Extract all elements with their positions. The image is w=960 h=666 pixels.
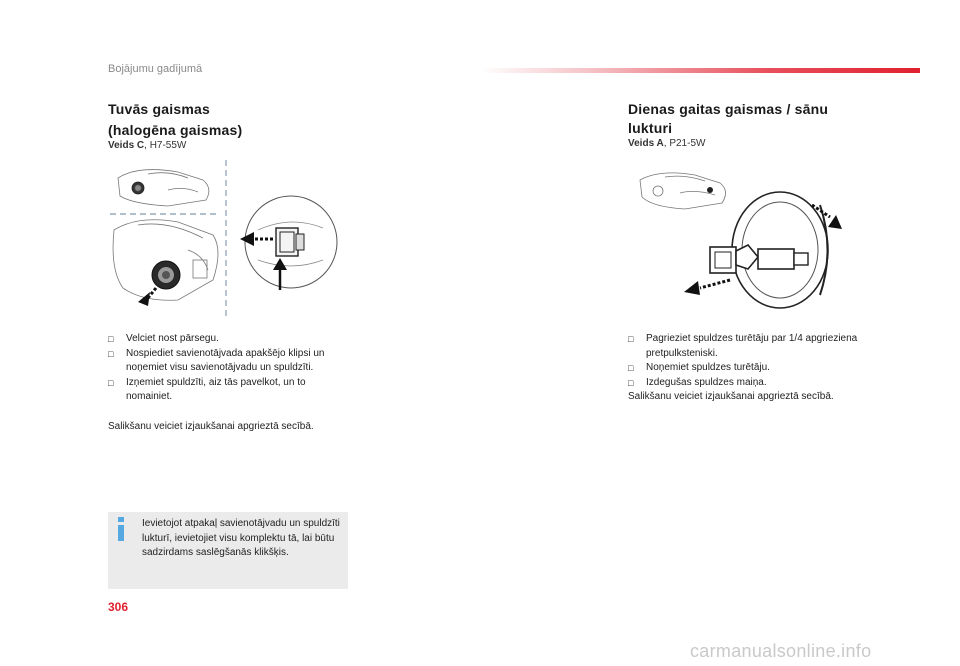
- section-header: Bojājumu gadījumā: [108, 63, 203, 75]
- info-text: Ievietojot atpakaļ savienotājvadu un spuldzīti lukturī, ievietojiet visu komplektu tā, lai būtu sadzirdams saslēgšanās klikšķis.: [142, 518, 340, 558]
- right-type-label: Veids A: [628, 138, 664, 149]
- list-item: □ Velciet nost pārsegu.: [108, 332, 353, 347]
- list-item: □ Noņemiet spuldzes turētāju.: [628, 361, 873, 376]
- right-steps-list: [628, 332, 873, 390]
- checkbox-bullet-icon: □: [108, 348, 114, 359]
- right-title-line2: lukturi: [628, 120, 673, 136]
- right-bulb-type: [628, 138, 705, 149]
- right-title: [628, 100, 888, 138]
- info-icon: [114, 516, 128, 542]
- right-type-value: , P21-5W: [663, 138, 706, 149]
- right-reassembly-note: Salikšanu veiciet izjaukšanai apgrieztā secībā.: [628, 391, 834, 402]
- left-title: [108, 100, 242, 140]
- checkbox-bullet-icon: □: [628, 334, 634, 344]
- header-accent-bar: [480, 68, 920, 73]
- right-title-line1: Dienas gaitas gaismas / sānu: [628, 101, 829, 117]
- left-reassembly-note: Salikšanu veiciet izjaukšanai apgrieztā secībā.: [108, 421, 314, 432]
- side-lamp-illustration: [630, 165, 860, 315]
- headlamp-low-beam-illustration: [108, 160, 343, 320]
- list-item: □ Izņemiet spuldzīti, aiz tās pavelkot, un to nomainiet.: [108, 376, 306, 402]
- left-title-line1: Tuvās gaismas: [108, 101, 210, 117]
- checkbox-bullet-icon: □: [628, 377, 634, 388]
- left-steps-list: [108, 332, 353, 405]
- list-item: □ Izdegušas spuldzes maiņa.: [628, 376, 873, 391]
- page-number: 306: [108, 600, 129, 614]
- left-title-line2: (halogēna gaismas): [108, 122, 243, 138]
- checkbox-bullet-icon: □: [108, 377, 114, 388]
- watermark: carmanualsonline.info: [690, 641, 872, 661]
- list-item: □ Nospiediet savienotājvada apakšējo klipsi un noņemiet visu savienotājvadu un spuldzīti.: [108, 347, 325, 373]
- left-type-value: , H7-55W: [144, 140, 187, 151]
- checkbox-bullet-icon: □: [108, 334, 114, 344]
- checkbox-bullet-icon: □: [628, 363, 634, 373]
- left-bulb-type: [108, 140, 186, 151]
- list-item: □ Pagrieziet spuldzes turētāju par 1/4 apgrieziena pretpulksteniski.: [628, 333, 858, 359]
- left-type-label: Veids C: [108, 140, 145, 151]
